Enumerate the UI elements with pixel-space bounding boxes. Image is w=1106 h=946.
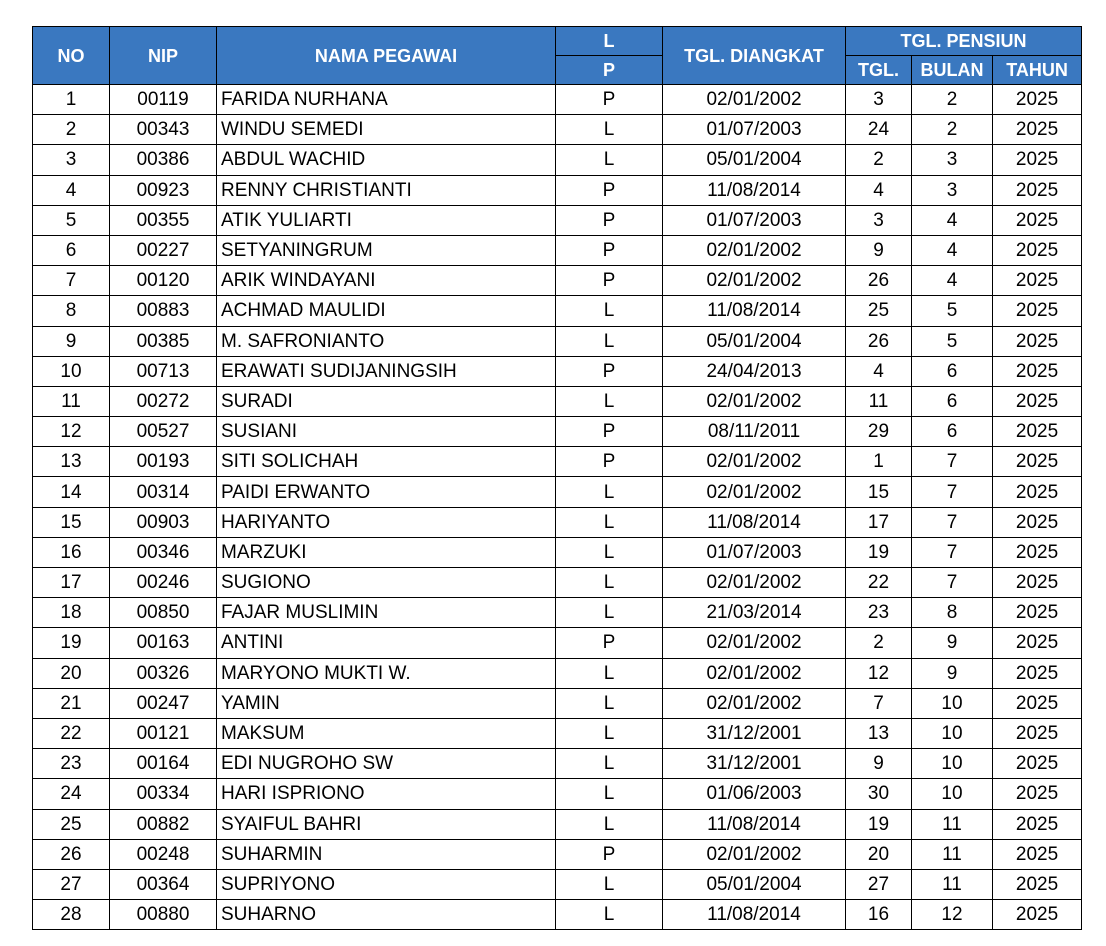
cell-tahun: 2025 <box>993 417 1082 447</box>
cell-lp: P <box>556 839 663 869</box>
cell-tahun: 2025 <box>993 85 1082 115</box>
cell-lp: L <box>556 779 663 809</box>
cell-nama: WINDU SEMEDI <box>217 115 556 145</box>
cell-bulan: 8 <box>912 598 993 628</box>
cell-no: 26 <box>33 839 110 869</box>
cell-tahun: 2025 <box>993 235 1082 265</box>
cell-lp: L <box>556 749 663 779</box>
cell-diangkat: 11/08/2014 <box>663 900 846 930</box>
cell-nip: 00120 <box>110 266 217 296</box>
cell-nip: 00355 <box>110 205 217 235</box>
table-row <box>33 356 1082 386</box>
table-row <box>33 869 1082 899</box>
cell-diangkat: 02/01/2002 <box>663 658 846 688</box>
cell-no: 21 <box>33 688 110 718</box>
header-no: NO <box>33 27 110 85</box>
table-row <box>33 779 1082 809</box>
cell-bulan: 6 <box>912 417 993 447</box>
cell-nip: 00713 <box>110 356 217 386</box>
cell-nama: SETYANINGRUM <box>217 235 556 265</box>
cell-bulan: 6 <box>912 386 993 416</box>
table-row <box>33 477 1082 507</box>
cell-nama: SUGIONO <box>217 568 556 598</box>
cell-lp: L <box>556 568 663 598</box>
cell-nama: MAKSUM <box>217 718 556 748</box>
table-body <box>33 85 1082 930</box>
cell-tgl: 23 <box>846 598 912 628</box>
cell-nama: HARI ISPRIONO <box>217 779 556 809</box>
cell-bulan: 3 <box>912 175 993 205</box>
cell-diangkat: 01/07/2003 <box>663 537 846 567</box>
cell-tgl: 12 <box>846 658 912 688</box>
cell-diangkat: 02/01/2002 <box>663 568 846 598</box>
cell-bulan: 11 <box>912 809 993 839</box>
table-row <box>33 537 1082 567</box>
cell-nip: 00193 <box>110 447 217 477</box>
cell-diangkat: 08/11/2011 <box>663 417 846 447</box>
cell-no: 14 <box>33 477 110 507</box>
header-lp-top: L <box>556 27 663 56</box>
table-row <box>33 809 1082 839</box>
header-bulan: BULAN <box>912 56 993 85</box>
table-row <box>33 326 1082 356</box>
cell-lp: L <box>556 537 663 567</box>
cell-diangkat: 02/01/2002 <box>663 235 846 265</box>
table-row <box>33 718 1082 748</box>
cell-diangkat: 05/01/2004 <box>663 869 846 899</box>
cell-tahun: 2025 <box>993 658 1082 688</box>
cell-no: 3 <box>33 145 110 175</box>
cell-tahun: 2025 <box>993 175 1082 205</box>
table-row <box>33 85 1082 115</box>
cell-no: 9 <box>33 326 110 356</box>
cell-no: 15 <box>33 507 110 537</box>
cell-tahun: 2025 <box>993 507 1082 537</box>
cell-lp: L <box>556 145 663 175</box>
cell-no: 8 <box>33 296 110 326</box>
cell-no: 6 <box>33 235 110 265</box>
cell-nama: ACHMAD MAULIDI <box>217 296 556 326</box>
header-tgl: TGL. <box>846 56 912 85</box>
cell-tgl: 26 <box>846 326 912 356</box>
cell-nip: 00246 <box>110 568 217 598</box>
cell-nama: SURADI <box>217 386 556 416</box>
table-row <box>33 115 1082 145</box>
cell-tahun: 2025 <box>993 386 1082 416</box>
cell-tgl: 17 <box>846 507 912 537</box>
cell-nama: SYAIFUL BAHRI <box>217 809 556 839</box>
cell-tahun: 2025 <box>993 326 1082 356</box>
cell-nama: SUHARNO <box>217 900 556 930</box>
table-row <box>33 507 1082 537</box>
cell-diangkat: 02/01/2002 <box>663 628 846 658</box>
cell-tgl: 11 <box>846 386 912 416</box>
cell-no: 4 <box>33 175 110 205</box>
table-row <box>33 417 1082 447</box>
cell-bulan: 9 <box>912 628 993 658</box>
cell-tgl: 7 <box>846 688 912 718</box>
cell-bulan: 4 <box>912 235 993 265</box>
cell-nip: 00343 <box>110 115 217 145</box>
cell-no: 24 <box>33 779 110 809</box>
cell-tgl: 22 <box>846 568 912 598</box>
cell-diangkat: 02/01/2002 <box>663 266 846 296</box>
cell-tahun: 2025 <box>993 537 1082 567</box>
cell-diangkat: 05/01/2004 <box>663 326 846 356</box>
cell-diangkat: 01/07/2003 <box>663 205 846 235</box>
cell-tgl: 1 <box>846 447 912 477</box>
cell-nip: 00883 <box>110 296 217 326</box>
cell-nip: 00314 <box>110 477 217 507</box>
cell-no: 11 <box>33 386 110 416</box>
header-nip: NIP <box>110 27 217 85</box>
cell-tahun: 2025 <box>993 628 1082 658</box>
cell-diangkat: 11/08/2014 <box>663 507 846 537</box>
cell-tgl: 29 <box>846 417 912 447</box>
cell-bulan: 10 <box>912 779 993 809</box>
cell-bulan: 3 <box>912 145 993 175</box>
cell-nama: ARIK WINDAYANI <box>217 266 556 296</box>
cell-bulan: 2 <box>912 115 993 145</box>
table-header <box>33 27 1082 85</box>
cell-nama: RENNY CHRISTIANTI <box>217 175 556 205</box>
cell-nama: FARIDA NURHANA <box>217 85 556 115</box>
cell-tahun: 2025 <box>993 688 1082 718</box>
table-row <box>33 296 1082 326</box>
cell-tgl: 16 <box>846 900 912 930</box>
cell-lp: L <box>556 326 663 356</box>
cell-nip: 00880 <box>110 900 217 930</box>
cell-nip: 00903 <box>110 507 217 537</box>
cell-bulan: 10 <box>912 718 993 748</box>
cell-nip: 00227 <box>110 235 217 265</box>
cell-bulan: 6 <box>912 356 993 386</box>
cell-diangkat: 31/12/2001 <box>663 749 846 779</box>
cell-nama: EDI NUGROHO SW <box>217 749 556 779</box>
cell-diangkat: 02/01/2002 <box>663 477 846 507</box>
cell-tahun: 2025 <box>993 779 1082 809</box>
cell-diangkat: 11/08/2014 <box>663 296 846 326</box>
header-pensiun: TGL. PENSIUN <box>846 27 1082 56</box>
cell-tgl: 15 <box>846 477 912 507</box>
cell-tahun: 2025 <box>993 718 1082 748</box>
cell-tahun: 2025 <box>993 477 1082 507</box>
header-lp-bottom: P <box>556 56 663 85</box>
cell-lp: P <box>556 85 663 115</box>
cell-nip: 00247 <box>110 688 217 718</box>
cell-tgl: 2 <box>846 145 912 175</box>
table-row <box>33 386 1082 416</box>
cell-tahun: 2025 <box>993 205 1082 235</box>
cell-lp: P <box>556 417 663 447</box>
cell-nama: SITI SOLICHAH <box>217 447 556 477</box>
cell-diangkat: 02/01/2002 <box>663 447 846 477</box>
table-row <box>33 900 1082 930</box>
cell-tgl: 3 <box>846 85 912 115</box>
cell-tgl: 30 <box>846 779 912 809</box>
cell-nip: 00364 <box>110 869 217 899</box>
cell-no: 22 <box>33 718 110 748</box>
cell-nama: SUPRIYONO <box>217 869 556 899</box>
cell-tgl: 13 <box>846 718 912 748</box>
cell-no: 7 <box>33 266 110 296</box>
cell-bulan: 7 <box>912 447 993 477</box>
cell-lp: P <box>556 205 663 235</box>
cell-nip: 00121 <box>110 718 217 748</box>
cell-nama: MARYONO MUKTI W. <box>217 658 556 688</box>
table-row <box>33 568 1082 598</box>
cell-tahun: 2025 <box>993 356 1082 386</box>
table-row <box>33 628 1082 658</box>
cell-tahun: 2025 <box>993 145 1082 175</box>
cell-bulan: 7 <box>912 507 993 537</box>
cell-nama: ERAWATI SUDIJANINGSIH <box>217 356 556 386</box>
cell-bulan: 5 <box>912 296 993 326</box>
cell-lp: P <box>556 447 663 477</box>
cell-diangkat: 01/07/2003 <box>663 115 846 145</box>
cell-tgl: 27 <box>846 869 912 899</box>
cell-tgl: 19 <box>846 809 912 839</box>
cell-diangkat: 02/01/2002 <box>663 688 846 718</box>
cell-no: 17 <box>33 568 110 598</box>
cell-tgl: 3 <box>846 205 912 235</box>
cell-tgl: 24 <box>846 115 912 145</box>
cell-bulan: 4 <box>912 205 993 235</box>
cell-no: 12 <box>33 417 110 447</box>
cell-lp: L <box>556 115 663 145</box>
cell-nama: SUSIANI <box>217 417 556 447</box>
cell-no: 27 <box>33 869 110 899</box>
cell-diangkat: 02/01/2002 <box>663 386 846 416</box>
cell-nip: 00385 <box>110 326 217 356</box>
cell-nip: 00272 <box>110 386 217 416</box>
header-diangkat: TGL. DIANGKAT <box>663 27 846 85</box>
cell-tgl: 9 <box>846 235 912 265</box>
cell-lp: P <box>556 235 663 265</box>
cell-bulan: 7 <box>912 537 993 567</box>
cell-nip: 00326 <box>110 658 217 688</box>
cell-nip: 00119 <box>110 85 217 115</box>
cell-bulan: 5 <box>912 326 993 356</box>
cell-lp: P <box>556 266 663 296</box>
cell-lp: L <box>556 658 663 688</box>
table-row <box>33 749 1082 779</box>
cell-nama: ATIK YULIARTI <box>217 205 556 235</box>
table-row <box>33 205 1082 235</box>
cell-tahun: 2025 <box>993 869 1082 899</box>
cell-no: 19 <box>33 628 110 658</box>
cell-tgl: 19 <box>846 537 912 567</box>
cell-bulan: 2 <box>912 85 993 115</box>
cell-lp: L <box>556 688 663 718</box>
cell-tahun: 2025 <box>993 568 1082 598</box>
cell-lp: L <box>556 386 663 416</box>
cell-nip: 00248 <box>110 839 217 869</box>
cell-diangkat: 02/01/2002 <box>663 839 846 869</box>
cell-diangkat: 05/01/2004 <box>663 145 846 175</box>
cell-no: 25 <box>33 809 110 839</box>
cell-bulan: 10 <box>912 688 993 718</box>
cell-tahun: 2025 <box>993 839 1082 869</box>
cell-tahun: 2025 <box>993 598 1082 628</box>
cell-lp: P <box>556 628 663 658</box>
table-row <box>33 235 1082 265</box>
cell-nama: ABDUL WACHID <box>217 145 556 175</box>
pension-table <box>32 26 1082 930</box>
cell-tgl: 20 <box>846 839 912 869</box>
table-row <box>33 688 1082 718</box>
cell-diangkat: 11/08/2014 <box>663 809 846 839</box>
cell-tahun: 2025 <box>993 809 1082 839</box>
cell-lp: P <box>556 175 663 205</box>
cell-nama: MARZUKI <box>217 537 556 567</box>
cell-no: 10 <box>33 356 110 386</box>
cell-bulan: 4 <box>912 266 993 296</box>
cell-diangkat: 01/06/2003 <box>663 779 846 809</box>
cell-diangkat: 02/01/2002 <box>663 85 846 115</box>
cell-lp: L <box>556 900 663 930</box>
cell-nama: ANTINI <box>217 628 556 658</box>
table-row <box>33 839 1082 869</box>
cell-tahun: 2025 <box>993 900 1082 930</box>
cell-bulan: 7 <box>912 477 993 507</box>
cell-no: 13 <box>33 447 110 477</box>
table-row <box>33 447 1082 477</box>
cell-nip: 00882 <box>110 809 217 839</box>
cell-lp: L <box>556 869 663 899</box>
cell-lp: P <box>556 356 663 386</box>
table-row <box>33 175 1082 205</box>
cell-tahun: 2025 <box>993 296 1082 326</box>
header-nama: NAMA PEGAWAI <box>217 27 556 85</box>
cell-lp: L <box>556 296 663 326</box>
cell-nip: 00386 <box>110 145 217 175</box>
cell-nip: 00527 <box>110 417 217 447</box>
cell-nip: 00164 <box>110 749 217 779</box>
cell-no: 16 <box>33 537 110 567</box>
cell-no: 18 <box>33 598 110 628</box>
table-row <box>33 145 1082 175</box>
cell-tgl: 2 <box>846 628 912 658</box>
cell-tgl: 25 <box>846 296 912 326</box>
header-tahun: TAHUN <box>993 56 1082 85</box>
cell-no: 20 <box>33 658 110 688</box>
cell-bulan: 9 <box>912 658 993 688</box>
cell-tgl: 4 <box>846 175 912 205</box>
cell-bulan: 10 <box>912 749 993 779</box>
cell-no: 5 <box>33 205 110 235</box>
cell-nip: 00163 <box>110 628 217 658</box>
cell-diangkat: 11/08/2014 <box>663 175 846 205</box>
cell-bulan: 11 <box>912 869 993 899</box>
cell-tgl: 9 <box>846 749 912 779</box>
cell-diangkat: 31/12/2001 <box>663 718 846 748</box>
cell-diangkat: 21/03/2014 <box>663 598 846 628</box>
table-row <box>33 266 1082 296</box>
cell-nama: SUHARMIN <box>217 839 556 869</box>
cell-nama: PAIDI ERWANTO <box>217 477 556 507</box>
cell-bulan: 12 <box>912 900 993 930</box>
cell-no: 23 <box>33 749 110 779</box>
cell-tahun: 2025 <box>993 115 1082 145</box>
cell-no: 2 <box>33 115 110 145</box>
cell-lp: L <box>556 809 663 839</box>
cell-lp: L <box>556 718 663 748</box>
cell-lp: L <box>556 507 663 537</box>
cell-nip: 00334 <box>110 779 217 809</box>
cell-tgl: 4 <box>846 356 912 386</box>
cell-nama: M. SAFRONIANTO <box>217 326 556 356</box>
cell-nama: YAMIN <box>217 688 556 718</box>
cell-lp: L <box>556 477 663 507</box>
cell-tahun: 2025 <box>993 749 1082 779</box>
cell-bulan: 7 <box>912 568 993 598</box>
cell-nama: FAJAR MUSLIMIN <box>217 598 556 628</box>
cell-no: 1 <box>33 85 110 115</box>
cell-diangkat: 24/04/2013 <box>663 356 846 386</box>
cell-nip: 00923 <box>110 175 217 205</box>
table-row <box>33 598 1082 628</box>
cell-nama: HARIYANTO <box>217 507 556 537</box>
cell-lp: L <box>556 598 663 628</box>
cell-tahun: 2025 <box>993 266 1082 296</box>
cell-no: 28 <box>33 900 110 930</box>
cell-nip: 00346 <box>110 537 217 567</box>
cell-tahun: 2025 <box>993 447 1082 477</box>
cell-tgl: 26 <box>846 266 912 296</box>
cell-nip: 00850 <box>110 598 217 628</box>
cell-bulan: 11 <box>912 839 993 869</box>
table-row <box>33 658 1082 688</box>
